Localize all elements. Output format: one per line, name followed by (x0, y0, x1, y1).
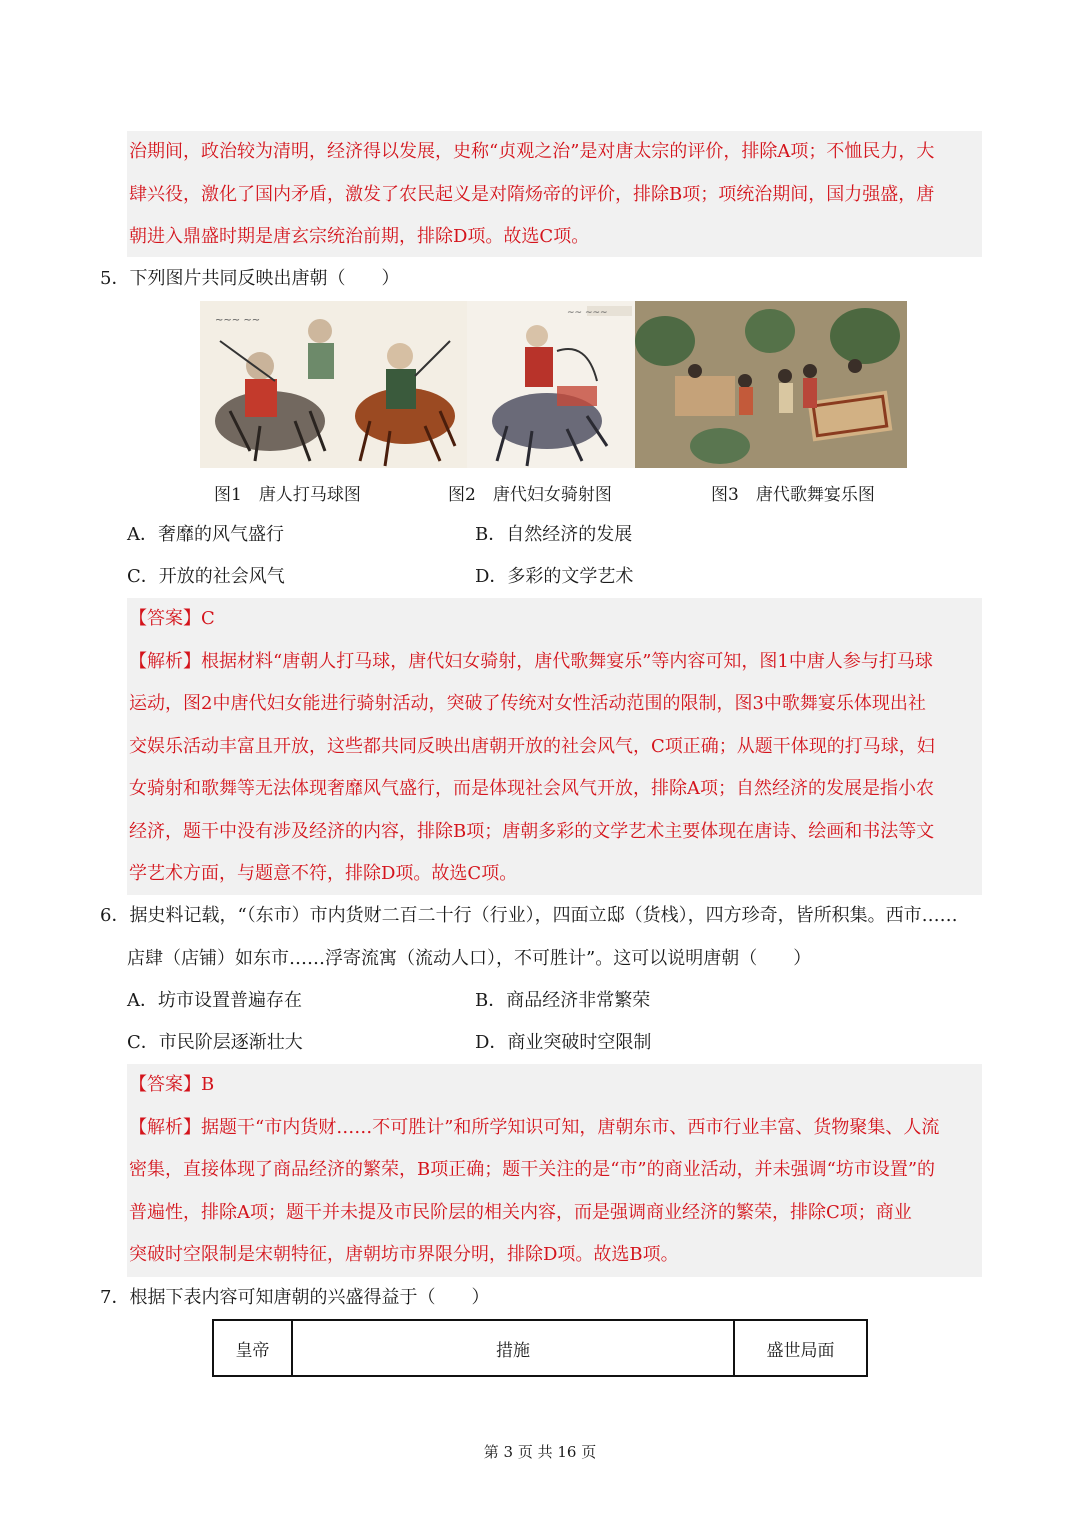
q5-option-d: D．多彩的文学艺术 (475, 566, 634, 587)
q6-option-c: C．市民阶层逐渐壮大 (127, 1032, 303, 1053)
q5-option-a: A．奢靡的风气盛行 (127, 524, 284, 545)
q6-answer: 【答案】B (129, 1074, 215, 1095)
q5-analysis-line: 经济，题干中没有涉及经济的内容，排除B项；唐朝多彩的文学艺术主要体现在唐诗、绘画和书法等文 (129, 820, 935, 842)
q5-analysis-line: 【解析】根据材料“唐朝人打马球，唐代妇女骑射，唐代歌舞宴乐”等内容可知，图1中唐人参与打马球 (129, 650, 933, 672)
q6-stem-line: 6．据史料记载，“（东市）市内货财二百二十行（行业），四面立邸（货栈），四方珍奇，皆所积集。西市…… (100, 905, 958, 926)
figure-1-caption: 图1 唐人打马球图 (214, 485, 361, 505)
q5-stem (100, 258, 399, 301)
figure-3-banquet-mural (635, 301, 907, 468)
q6-answer-block (127, 1064, 982, 1277)
figure-1-polo-painting (200, 301, 467, 468)
table-header-prosperity: 盛世局面 (734, 1320, 867, 1376)
q5-analysis-line: 女骑射和歌舞等无法体现奢靡风气盛行，而是体现社会风气开放，排除A项；自然经济的发展是指小农 (129, 778, 934, 799)
figure-2-archery-painting (467, 301, 635, 468)
q7-table (212, 1319, 868, 1377)
q6-analysis-line: 突破时空限制是宋朝特征，唐朝坊市界限分明，排除D项。故选B项。 (129, 1244, 679, 1265)
table-header-emperor: 皇帝 (213, 1320, 292, 1376)
q4-analysis-line: 治期间，政治较为清明，经济得以发展，史称“贞观之治”是对唐太宗的评价，排除A项；不恤民力，大 (129, 141, 935, 162)
q5-option-b: B．自然经济的发展 (475, 524, 633, 545)
svg-text:~~~ ~~: ~~~ ~~ (215, 315, 261, 326)
q5-answer: 【答案】C (129, 608, 215, 629)
q4-analysis-line: 肆兴役，激化了国内矛盾，激发了农民起义是对隋炀帝的评价，排除B项；项统治期间，国力强盛，唐 (129, 183, 935, 205)
q6-analysis-line: 密集，直接体现了商品经济的繁荣，B项正确；题干关注的是“市”的商业活动，并未强调“坊市设置”的 (129, 1159, 936, 1180)
q5-answer-block (127, 598, 982, 895)
figure-3-caption: 图3 唐代歌舞宴乐图 (711, 485, 875, 505)
q5-option-c: C．开放的社会风气 (127, 566, 285, 587)
q5-analysis-line: 交娱乐活动丰富且开放，这些都共同反映出唐朝开放的社会风气，C项正确；从题干体现的打马球，妇 (129, 735, 935, 757)
table-header-measures: 措施 (292, 1320, 734, 1376)
q5-analysis-line: 学艺术方面，与题意不符，排除D项。故选C项。 (129, 863, 518, 884)
q6-option-d: D．商业突破时空限制 (475, 1032, 652, 1053)
page-footer: 第 3 页 共 16 页 (483, 1443, 597, 1461)
q4-analysis-block (127, 131, 982, 257)
q6-analysis-line: 【解析】据题干“市内货财……不可胜计”和所学知识可知，唐朝东市、西市行业丰富、货物聚集、人流 (129, 1116, 940, 1138)
q6-option-b: B．商品经济非常繁荣 (475, 990, 651, 1011)
q5-analysis-line: 运动，图2中唐代妇女能进行骑射活动，突破了传统对女性活动范围的限制，图3中歌舞宴乐体现出社 (129, 693, 926, 714)
q5-figures (200, 301, 907, 468)
q6-analysis-line: 普遍性，排除A项；题干并未提及市民阶层的相关内容，而是强调商业经济的繁荣，排除C项；商业 (129, 1201, 912, 1223)
svg-text:~~ ~~~: ~~ ~~~ (567, 308, 608, 318)
q6-option-a: A．坊市设置普遍存在 (127, 990, 302, 1011)
q7-stem-text: 7．根据下表内容可知唐朝的兴盛得益于（ ） (100, 1287, 490, 1308)
q6-stem (100, 895, 958, 980)
table-header-row (213, 1320, 867, 1376)
figure-2-caption: 图2 唐代妇女骑射图 (448, 485, 612, 505)
q4-analysis-line: 朝进入鼎盛时期是唐玄宗统治前期，排除D项。故选C项。 (129, 226, 590, 247)
q6-stem-line: 店肆（店铺）如东市……浮寄流寓（流动人口），不可胜计”。这可以说明唐朝（ ） (127, 947, 812, 969)
q7-stem (100, 1277, 489, 1320)
q5-stem-text: 5．下列图片共同反映出唐朝（ ） (100, 268, 400, 289)
